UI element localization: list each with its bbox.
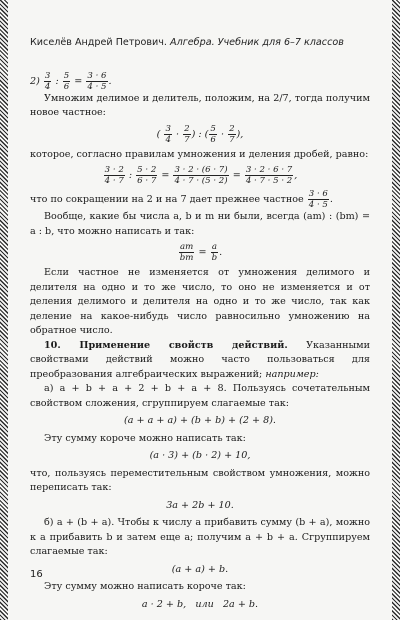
equation-expansion: $\frac{3 \cdot 2}{4 \cdot 7}$ : $\frac{5 \cdot 2}{6 \cdot 7}$ = $\frac{3 \cdot 2 \cdot (6 \cdot 7)}{4 \cdot 7 \cdot (5 \cdot 2)}$ = $\frac{3 \cdot 2 \cdot 6 \cdot 7}{4 \cdot 7 \cdot 5 \cdot 2}$ , <box>104 165 298 186</box>
section-heading: 10. Применение свойств действий. <box>44 339 288 351</box>
running-header <box>30 36 370 51</box>
equation-label: 2) <box>30 75 40 87</box>
fraction: $\frac{3 \cdot 6}{4 \cdot 5}$ <box>87 70 107 92</box>
paragraph-general-rule: Вообще, какие бы числа a, b и m ни были, всегда (am) : (bm) = a : b, что можно написать и так: <box>30 211 370 237</box>
fraction: $\frac{3}{4}$ <box>165 123 171 145</box>
equation-general: $\frac{am}{bm}$ = $\frac{a}{b}$ . <box>179 242 223 263</box>
paragraph-shorter: Эту сумму короче можно написать так: <box>44 432 246 444</box>
fraction: $\frac{5}{6}$ <box>63 70 70 92</box>
fraction: $\frac{2}{7}$ <box>184 123 190 145</box>
paragraph-shorter-b: Эту сумму можно написать короче так: <box>44 581 246 592</box>
paragraph-multiply: Умножим делимое и делитель, положим, на 2/7, тогда получим новое частное: <box>30 92 370 118</box>
paragraph-reduction: что по сокращении на 2 и на 7 дает прежнее частное $\frac{3 \cdot 6}{4 \cdot 5}$ . <box>30 189 333 210</box>
fraction: $\frac{am}{bm}$ <box>179 242 194 263</box>
fraction: $\frac{3 \cdot 2 \cdot 6 \cdot 7}{4 \cdot 7 \cdot 5 \cdot 2}$ <box>245 165 293 186</box>
equation-new-quotient: ( $\frac{3}{4}$ · $\frac{2}{7}$ ) : ( $\frac{5}{6}$ · $\frac{2}{7}$ ), <box>156 123 244 145</box>
fraction: $\frac{3}{4}$ <box>44 70 51 92</box>
paragraph-which-equals: которое, согласно правилам умножения и деления дробей, равно: <box>30 148 369 160</box>
page-number: 16 <box>30 569 43 580</box>
header-title: Алгебра. Учебник для 6–7 классов <box>170 37 344 48</box>
paragraph-quotient-invariance: Если частное не изменяется от умножения делимого и делителя на одно и то же число, то оно не изменяется и от деления делимого и делителя на одно и то же число, так как деление на какое-нибудь число равносильно умножению на обратное число. <box>30 267 370 336</box>
example-b-paragraph: б) a + (b + a). Чтобы к числу a прибавить сумму (b + a), можно к a прибавить b и затем еще a; получим a + b + a. Сгруппируем слагаемые так: <box>30 517 370 557</box>
fraction: $\frac{2}{7}$ <box>229 123 235 145</box>
example-a-paragraph: а) a + b + a + 2 + b + a + 8. Пользуясь сочетательным свойством сложения, сгруппируем слагаемые так: <box>30 383 370 409</box>
section-10-heading-paragraph: 10. Применение свойств действий. Указанными свойствами действий можно часто пользоваться для преобразования алгебраических выражений; например: <box>30 339 370 380</box>
fraction: $\frac{3 \cdot 6}{4 \cdot 5}$ <box>308 189 328 210</box>
fraction: $\frac{5}{6}$ <box>210 123 216 145</box>
fraction: $\frac{3 \cdot 2 \cdot (6 \cdot 7)}{4 \cdot 7 \cdot (5 \cdot 2)}$ <box>174 165 228 186</box>
fraction: $\frac{5 \cdot 2}{6 \cdot 7}$ <box>137 165 157 186</box>
equation-grouping-b: (a + a) + b. <box>171 563 229 575</box>
paragraph-commutative: что, пользуясь переместительным свойством умножения, можно переписать так: <box>30 467 370 493</box>
header-author: Киселёв Андрей Петрович. <box>30 37 167 48</box>
fraction: $\frac{a}{b}$ <box>211 242 218 263</box>
equation-grouping: (a + a + a) + (b + b) + (2 + 8). <box>124 415 276 426</box>
equation-result-b: a · 2 + b, или 2a + b. <box>141 598 259 610</box>
equation-2: 2) $\frac{3}{4}$ : $\frac{5}{6}$ = $\frac{3 \cdot 6}{4 \cdot 5}$ . <box>30 70 112 92</box>
left-border-pattern <box>0 0 8 620</box>
equation-result-a: 3a + 2b + 10. <box>166 499 234 511</box>
equation-short-form: (a · 3) + (b · 2) + 10, <box>149 450 251 461</box>
page-body <box>30 36 370 610</box>
fraction: $\frac{3 \cdot 2}{4 \cdot 7}$ <box>104 165 124 186</box>
right-border-pattern <box>392 0 400 620</box>
